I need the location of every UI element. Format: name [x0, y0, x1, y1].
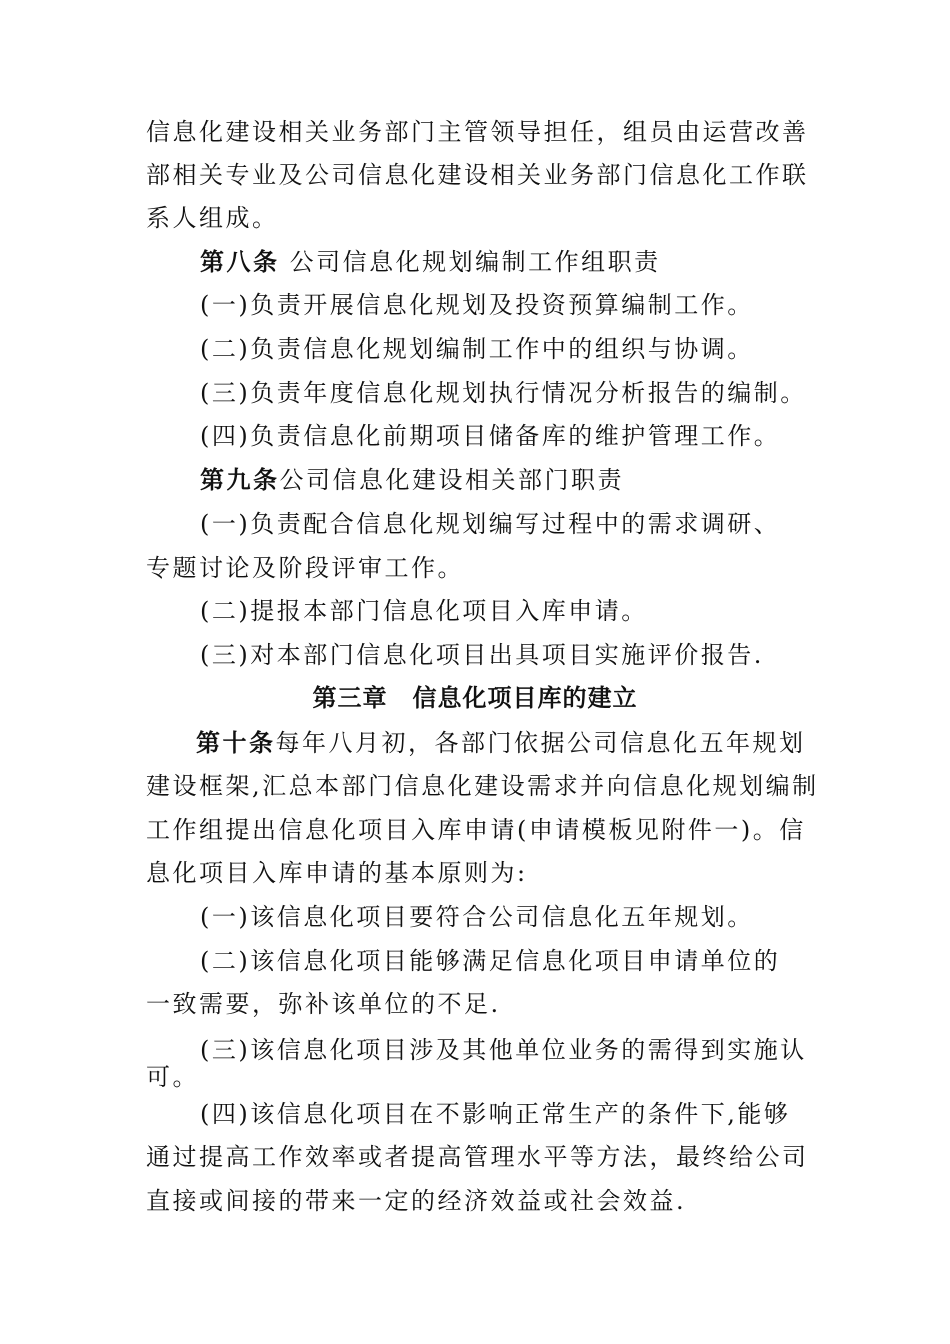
- chapter-3-heading: 第三章 信息化项目库的建立: [312, 684, 638, 712]
- article-9-line: [200, 465, 624, 495]
- article-10-heading: 第十条: [196, 728, 276, 757]
- list-item: (一)该信息化项目要符合公司信息化五年规划。: [200, 903, 754, 931]
- paragraph-line: 工作组提出信息化项目入库申请(申请模板见附件一)。信: [146, 816, 806, 844]
- list-item: (四)该信息化项目在不影响正常生产的条件下,能够: [200, 1100, 791, 1128]
- list-item-continuation: 通过提高工作效率或者提高管理水平等方法，最终给公司: [146, 1143, 809, 1171]
- article-8-title: 公司信息化规划编制工作组职责: [279, 248, 661, 276]
- list-item-continuation: 专题讨论及阶段评审工作。: [146, 554, 464, 582]
- paragraph-line: 建设框架,汇总本部门信息化建设需求并向信息化规划编制: [146, 772, 819, 800]
- article-9-title: 公司信息化建设相关部门职责: [279, 466, 624, 494]
- article-8-heading: 第八条: [200, 247, 280, 276]
- article-8-line: [200, 247, 661, 277]
- paragraph-line: 息化项目入库申请的基本原则为:: [146, 859, 528, 887]
- paragraph-line: 部相关专业及公司信息化建设相关业务部门信息化工作联: [146, 161, 809, 189]
- article-9-heading: 第九条: [200, 465, 280, 494]
- list-item: (二)负责信息化规划编制工作中的组织与协调。: [200, 335, 754, 363]
- article-10-line: [196, 728, 806, 758]
- list-item: (一)负责配合信息化规划编写过程中的需求调研、: [200, 510, 781, 538]
- paragraph-line: 系人组成。: [146, 204, 279, 232]
- list-item-continuation: 可。: [146, 1063, 199, 1091]
- list-item: (三)对本部门信息化项目出具项目实施评价报告.: [200, 641, 764, 669]
- paragraph-line: 信息化建设相关业务部门主管领导担任，组员由运营改善: [146, 118, 809, 146]
- list-item: (二)该信息化项目能够满足信息化项目申请单位的: [200, 947, 781, 975]
- list-item: (一)负责开展信息化规划及投资预算编制工作。: [200, 291, 754, 319]
- list-item: (三)负责年度信息化规划执行情况分析报告的编制。: [200, 379, 807, 407]
- list-item: (三)该信息化项目涉及其他单位业务的需得到实施认: [200, 1036, 807, 1064]
- list-item-continuation: 一致需要，弥补该单位的不足.: [146, 990, 501, 1018]
- list-item-continuation: 直接或间接的带来一定的经济效益或社会效益.: [146, 1187, 687, 1215]
- article-10-text: 每年八月初，各部门依据公司信息化五年规划: [275, 729, 806, 757]
- list-item: (二)提报本部门信息化项目入库申请。: [200, 597, 648, 625]
- list-item: (四)负责信息化前期项目储备库的维护管理工作。: [200, 422, 781, 450]
